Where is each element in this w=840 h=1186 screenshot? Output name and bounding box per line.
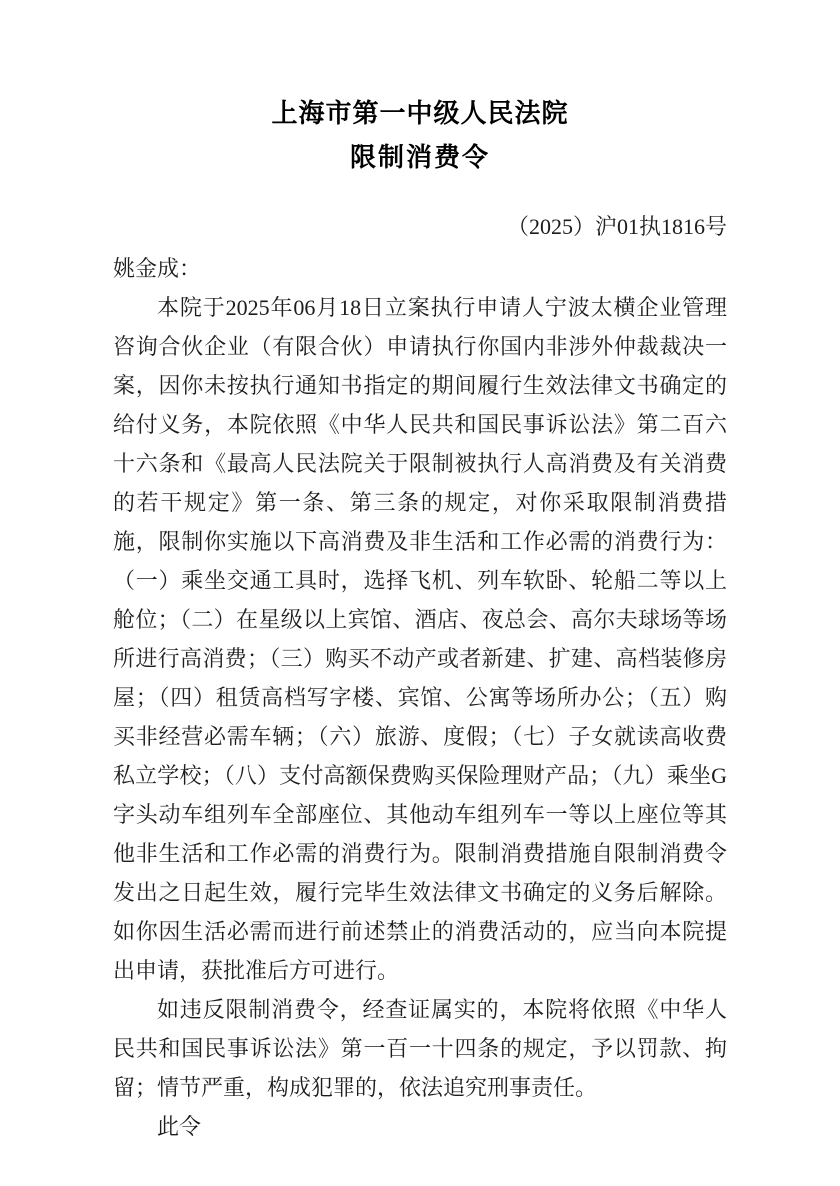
body-paragraph-closing: 此令	[157, 1114, 202, 1139]
document-body	[113, 288, 727, 1146]
body-paragraph-penalty: 如违反限制消费令，经查证属实的，本院将依照《中华人民共和国民事诉讼法》第一百一十四条的规定，予以罚款、拘留；情节严重，构成犯罪的，依法追究刑事责任。	[113, 997, 727, 1100]
body-paragraph-main: 本院于2025年06月18日立案执行申请人宁波太横企业管理咨询合伙企业（有限合伙）申请执行你国内非涉外仲裁裁决一案，因你未按执行通知书指定的期间履行生效法律文书确定的给付义务，本院依照《中华人民共和国民事诉讼法》第二百六十六条和《最高人民法院关于限制被执行人高消费及有关消费的若干规定》第一条、第三条的规定，对你采取限制消费措施，限制你实施以下高消费及非生活和工作必需的消费行为：（一）乘坐交通工具时，选择飞机、列车软卧、轮船二等以上舱位；（二）在星级以上宾馆、酒店、夜总会、高尔夫球场等场所进行高消费；（三）购买不动产或者新建、扩建、高档装修房屋；（四）租赁高档写字楼、宾馆、公寓等场所办公；（五）购买非经营必需车辆；（六）旅游、度假；（七）子女就读高收费私立学校；（八）支付高额保费购买保险理财产品；（九）乘坐G字头动车组列车全部座位、其他动车组列车一等以上座位等其他非生活和工作必需的消费行为。限制消费措施自限制消费令发出之日起生效，履行完毕生效法律文书确定的义务后解除。如你因生活必需而进行前述禁止的消费活动的，应当向本院提出申请，获批准后方可进行。	[113, 295, 727, 983]
document-title: 限制消费令	[349, 142, 490, 172]
addressee-name: 姚金成：	[113, 256, 202, 281]
court-name-heading: 上海市第一中级人民法院	[271, 98, 569, 128]
case-number: （2025）沪01执1816号	[506, 214, 727, 239]
